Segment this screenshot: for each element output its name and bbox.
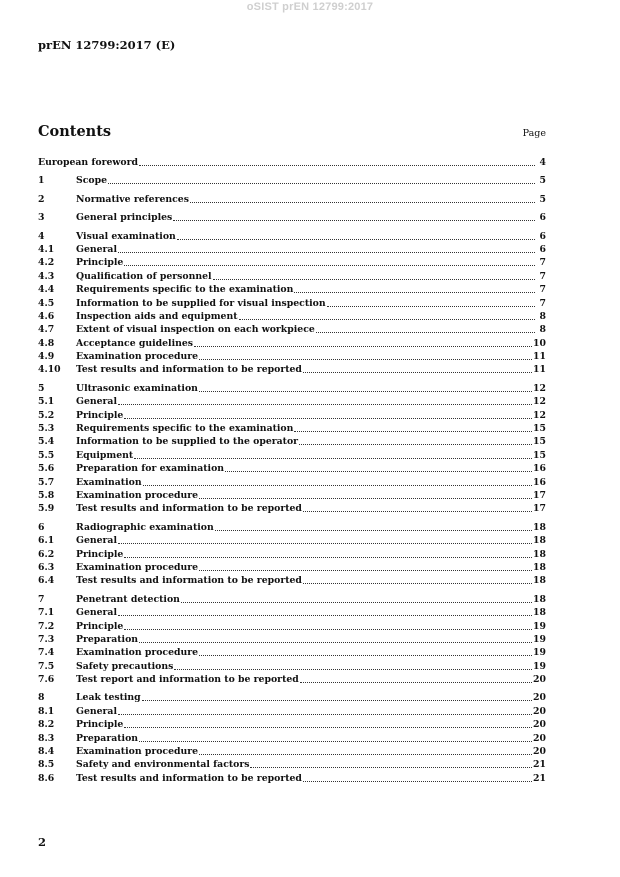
toc-entry-page: 10: [533, 337, 546, 349]
toc-entry[interactable]: [38, 548, 546, 561]
toc-entry-number: 5.1: [38, 396, 55, 408]
toc-entry-page: 8: [539, 324, 546, 336]
toc-entry[interactable]: [38, 718, 546, 731]
toc-entry-number: 4.6: [38, 310, 55, 322]
toc-entry-number: 7.2: [38, 620, 55, 632]
toc-entry-page: 20: [533, 719, 546, 731]
toc-leader-dots: [143, 477, 532, 486]
toc-leader-dots: [124, 257, 535, 266]
toc-entry-page: 18: [533, 575, 546, 587]
toc-entry-page: 18: [533, 521, 546, 533]
toc-leader-dots: [327, 298, 535, 307]
toc-entry-number: 5.6: [38, 463, 55, 475]
toc-entry-title[interactable]: Radiographic examination: [76, 521, 214, 533]
toc-entry-page: 18: [533, 548, 546, 560]
toc-entry[interactable]: [38, 211, 546, 224]
toc-leader-dots: [194, 338, 532, 347]
toc-entry[interactable]: [38, 561, 546, 574]
toc-leader-dots: [303, 773, 532, 782]
toc-entry-page: 6: [539, 230, 546, 242]
toc-leader-dots: [139, 157, 535, 166]
toc-entry[interactable]: [38, 422, 546, 435]
toc-leader-dots: [294, 423, 532, 432]
toc-entry-page: 16: [533, 463, 546, 475]
toc-entry[interactable]: [38, 409, 546, 422]
toc-entry-title[interactable]: Leak testing: [76, 692, 141, 704]
toc-entry-title[interactable]: General: [76, 535, 117, 547]
watermark: oSIST prEN 12799:2017: [246, 1, 374, 13]
toc-entry-title[interactable]: Penetrant detection: [76, 593, 180, 605]
toc-leader-dots: [199, 490, 532, 499]
toc-leader-dots: [199, 351, 532, 360]
toc-entry-number: 8.4: [38, 746, 55, 758]
toc-entry-title[interactable]: Ultrasonic examination: [76, 382, 198, 394]
toc-entry-title[interactable]: Principle: [76, 257, 124, 269]
toc-leader-dots: [142, 692, 532, 701]
toc-entry[interactable]: [38, 230, 546, 243]
toc-entry-page: 8: [539, 310, 546, 322]
toc-entry[interactable]: [38, 772, 546, 785]
toc-entry-page: 5: [539, 193, 546, 205]
toc-entry[interactable]: [38, 435, 546, 448]
toc-leader-dots: [124, 410, 532, 419]
toc-entry[interactable]: [38, 193, 546, 206]
toc-entry-page: 17: [533, 503, 546, 515]
toc-leader-dots: [108, 175, 535, 184]
toc-entry-page: 7: [539, 297, 546, 309]
toc-entry-title[interactable]: Visual examination: [76, 230, 176, 242]
toc-leader-dots: [190, 194, 535, 203]
toc-entry-number: 8.6: [38, 772, 55, 784]
toc-entry[interactable]: [38, 449, 546, 462]
toc-entry[interactable]: [38, 350, 546, 363]
toc-entry-title[interactable]: Safety and environmental factors: [76, 759, 250, 771]
toc-entry-page: 18: [533, 607, 546, 619]
toc-entry[interactable]: [38, 270, 546, 283]
toc-leader-dots: [316, 324, 535, 333]
toc-leader-dots: [124, 621, 532, 630]
toc-entry-number: 8.3: [38, 732, 55, 744]
toc-entry-title[interactable]: Principle: [76, 409, 124, 421]
toc-leader-dots: [174, 661, 532, 670]
toc-entry-page: 12: [533, 382, 546, 394]
toc-leader-dots: [303, 503, 532, 512]
toc-entry[interactable]: [38, 673, 546, 686]
toc-entry-number: 5.9: [38, 503, 55, 515]
toc-entry-number: 7.1: [38, 607, 55, 619]
toc-entry-title[interactable]: Safety precautions: [76, 660, 174, 672]
toc-entry-page: 17: [533, 489, 546, 501]
toc-entry-page: 15: [533, 423, 546, 435]
toc-entry-page: 12: [533, 396, 546, 408]
toc-entry-page: 20: [533, 705, 546, 717]
toc-leader-dots: [225, 463, 532, 472]
toc-entry-page: 19: [533, 633, 546, 645]
toc-entry-number: 4.1: [38, 243, 55, 255]
toc-entry[interactable]: [38, 489, 546, 502]
toc-leader-dots: [199, 383, 532, 392]
toc-entry-number: 6.3: [38, 561, 55, 573]
toc-entry-number: 5.7: [38, 476, 55, 488]
toc-entry-page: 11: [533, 364, 546, 376]
toc-leader-dots: [124, 549, 532, 558]
document-id: prEN 12799:2017 (E): [38, 38, 176, 52]
toc-entry-title[interactable]: Test results and information to be reported: [76, 503, 302, 515]
toc-entry-title[interactable]: Preparation: [76, 633, 139, 645]
toc-entry-page: 15: [533, 449, 546, 461]
toc-entry-number: 6: [38, 521, 45, 533]
toc-entry[interactable]: [38, 337, 546, 350]
toc-entry-number: 4.9: [38, 351, 55, 363]
toc-entry[interactable]: [38, 243, 546, 256]
toc-entry[interactable]: [38, 502, 546, 515]
toc-entry-number: 5.5: [38, 449, 55, 461]
toc-entry-page: 6: [539, 212, 546, 224]
toc-entry-title[interactable]: Examination procedure: [76, 489, 199, 501]
toc-entry[interactable]: [38, 174, 546, 187]
toc-entry[interactable]: [38, 593, 546, 606]
toc-entry-number: 1: [38, 175, 45, 187]
toc-entry-page: 7: [539, 284, 546, 296]
toc-entry[interactable]: [38, 606, 546, 619]
toc-entry-number: 4: [38, 230, 45, 242]
toc-entry-page: 20: [533, 746, 546, 758]
toc-leader-dots: [213, 271, 535, 280]
toc-entry-title[interactable]: Principle: [76, 719, 124, 731]
toc-entry-page: 18: [533, 561, 546, 573]
toc-leader-dots: [199, 746, 532, 755]
toc-entry-page: 19: [533, 647, 546, 659]
toc-entry-number: 6.2: [38, 548, 55, 560]
toc-entry-page: 11: [533, 351, 546, 363]
toc-leader-dots: [173, 212, 535, 221]
toc-entry-page: 20: [533, 674, 546, 686]
toc-entry[interactable]: [38, 745, 546, 758]
toc-entry-number: 4.7: [38, 324, 55, 336]
toc-entry-title[interactable]: Test results and information to be reported: [76, 364, 302, 376]
toc-entry-title[interactable]: General: [76, 705, 117, 717]
toc-entry-title[interactable]: Principle: [76, 548, 124, 560]
toc-entry-title[interactable]: European foreword: [38, 157, 138, 168]
toc-entry[interactable]: [38, 283, 546, 296]
toc-entry-title[interactable]: Normative references: [76, 193, 189, 205]
toc-entry-page: 7: [539, 270, 546, 282]
toc-entry[interactable]: [38, 620, 546, 633]
toc-entry-title[interactable]: Examination: [76, 476, 142, 488]
toc-entry-title[interactable]: Preparation: [76, 732, 139, 744]
toc-leader-dots: [118, 706, 532, 715]
toc-entry[interactable]: [38, 574, 546, 587]
toc-entry-title[interactable]: Examination procedure: [76, 351, 199, 363]
toc-leader-dots: [239, 311, 535, 320]
toc-leader-dots: [181, 594, 532, 603]
toc-entry-title[interactable]: General: [76, 607, 117, 619]
toc-entry-number: 6.1: [38, 535, 55, 547]
toc-entry-title[interactable]: Information to be supplied for visual inspection: [76, 297, 326, 309]
toc-entry-number: 5.3: [38, 423, 55, 435]
toc-leader-dots: [299, 436, 532, 445]
toc-entry-title[interactable]: Examination procedure: [76, 561, 199, 573]
toc-entry[interactable]: [38, 395, 546, 408]
toc-entry-title[interactable]: General principles: [76, 212, 173, 224]
toc-entry[interactable]: [38, 521, 546, 534]
toc-entry-number: 7.5: [38, 660, 55, 672]
toc-entry-number: 5.2: [38, 409, 55, 421]
toc-entry[interactable]: [38, 691, 546, 704]
toc-leader-dots: [124, 719, 532, 728]
toc-entry[interactable]: [38, 363, 546, 376]
toc-entry-page: 18: [533, 593, 546, 605]
toc-entry[interactable]: [38, 660, 546, 673]
toc-leader-dots: [199, 647, 532, 656]
toc-entry-page: 19: [533, 660, 546, 672]
toc-entry-number: 4.2: [38, 257, 55, 269]
toc-entry-number: 6.4: [38, 575, 55, 587]
toc-entry-number: 4.3: [38, 270, 55, 282]
toc-entry-title[interactable]: General: [76, 396, 117, 408]
toc-entry-page: 16: [533, 476, 546, 488]
toc-entry-page: 18: [533, 535, 546, 547]
toc-entry-page: 12: [533, 409, 546, 421]
toc-entry[interactable]: [38, 732, 546, 745]
toc-entry-title[interactable]: Test results and information to be reported: [76, 575, 302, 587]
toc-entry-title[interactable]: Principle: [76, 620, 124, 632]
toc-entry-number: 8: [38, 692, 45, 704]
toc-entry-page: 15: [533, 436, 546, 448]
toc-entry[interactable]: [38, 297, 546, 310]
toc-entry-title[interactable]: Test results and information to be reported: [76, 772, 302, 784]
toc-entry-number: 2: [38, 193, 45, 205]
page-number: 2: [38, 835, 47, 849]
toc-entry-title[interactable]: Equipment: [76, 449, 134, 461]
toc-entry-number: 4.5: [38, 297, 55, 309]
toc-entry-title[interactable]: General: [76, 243, 117, 255]
toc-entry-page: 5: [539, 175, 546, 187]
toc-leader-dots: [294, 284, 535, 293]
toc-entry-page: 20: [533, 732, 546, 744]
toc-leader-dots: [177, 231, 535, 240]
toc-entry-number: 4.10: [38, 364, 61, 376]
toc-entry-title[interactable]: Information to be supplied to the operator: [76, 436, 299, 448]
toc-entry[interactable]: [38, 156, 546, 169]
toc-entry-page: 21: [533, 772, 546, 784]
table-of-contents: [38, 156, 546, 785]
toc-leader-dots: [250, 759, 532, 768]
toc-leader-dots: [118, 244, 535, 253]
contents-heading: Contents: [38, 123, 112, 140]
toc-entry[interactable]: [38, 256, 546, 269]
toc-entry-title[interactable]: Requirements specific to the examination: [76, 423, 294, 435]
toc-entry-number: 5: [38, 382, 45, 394]
toc-entry-number: 7.4: [38, 647, 55, 659]
toc-leader-dots: [303, 364, 532, 373]
toc-entry[interactable]: [38, 323, 546, 336]
toc-leader-dots: [300, 674, 532, 683]
toc-entry-number: 5.4: [38, 436, 55, 448]
toc-entry-page: 7: [539, 257, 546, 269]
toc-entry-title[interactable]: Acceptance guidelines: [76, 337, 194, 349]
page-column-label: Page: [522, 128, 546, 139]
toc-entry-title[interactable]: Test report and information to be reported: [76, 674, 299, 686]
toc-entry-page: 19: [533, 620, 546, 632]
toc-entry[interactable]: [38, 382, 546, 395]
toc-leader-dots: [199, 562, 532, 571]
toc-leader-dots: [215, 522, 532, 531]
toc-entry-title[interactable]: Scope: [76, 175, 107, 187]
toc-entry[interactable]: [38, 646, 546, 659]
toc-entry[interactable]: [38, 705, 546, 718]
toc-entry-number: 8.1: [38, 705, 55, 717]
toc-entry-number: 7.3: [38, 633, 55, 645]
toc-entry-page: 4: [539, 157, 546, 168]
toc-entry-title[interactable]: Qualification of personnel: [76, 270, 212, 282]
toc-leader-dots: [118, 396, 532, 405]
toc-leader-dots: [139, 733, 532, 742]
toc-leader-dots: [118, 535, 532, 544]
toc-leader-dots: [303, 575, 532, 584]
toc-entry-title[interactable]: Inspection aids and equipment: [76, 310, 238, 322]
toc-entry-number: 8.2: [38, 719, 55, 731]
toc-entry-number: 5.8: [38, 489, 55, 501]
toc-entry[interactable]: [38, 534, 546, 547]
toc-leader-dots: [134, 450, 532, 459]
toc-entry[interactable]: [38, 633, 546, 646]
toc-entry-title[interactable]: Examination procedure: [76, 647, 199, 659]
toc-leader-dots: [139, 634, 532, 643]
toc-entry-number: 7: [38, 593, 45, 605]
toc-entry-title[interactable]: Extent of visual inspection on each workpiece: [76, 324, 315, 336]
toc-entry-title[interactable]: Examination procedure: [76, 746, 199, 758]
toc-entry-page: 20: [533, 692, 546, 704]
toc-entry[interactable]: [38, 476, 546, 489]
toc-entry-page: 6: [539, 243, 546, 255]
toc-entry-number: 4.4: [38, 284, 55, 296]
toc-entry-number: 7.6: [38, 674, 55, 686]
toc-entry[interactable]: [38, 462, 546, 475]
toc-leader-dots: [118, 607, 532, 616]
toc-entry-number: 8.5: [38, 759, 55, 771]
toc-entry-number: 3: [38, 212, 45, 224]
toc-entry-title[interactable]: Preparation for examination: [76, 463, 225, 475]
toc-entry-title[interactable]: Requirements specific to the examination: [76, 284, 294, 296]
toc-entry-number: 4.8: [38, 337, 55, 349]
toc-entry[interactable]: [38, 310, 546, 323]
toc-entry-page: 21: [533, 759, 546, 771]
toc-entry[interactable]: [38, 758, 546, 771]
